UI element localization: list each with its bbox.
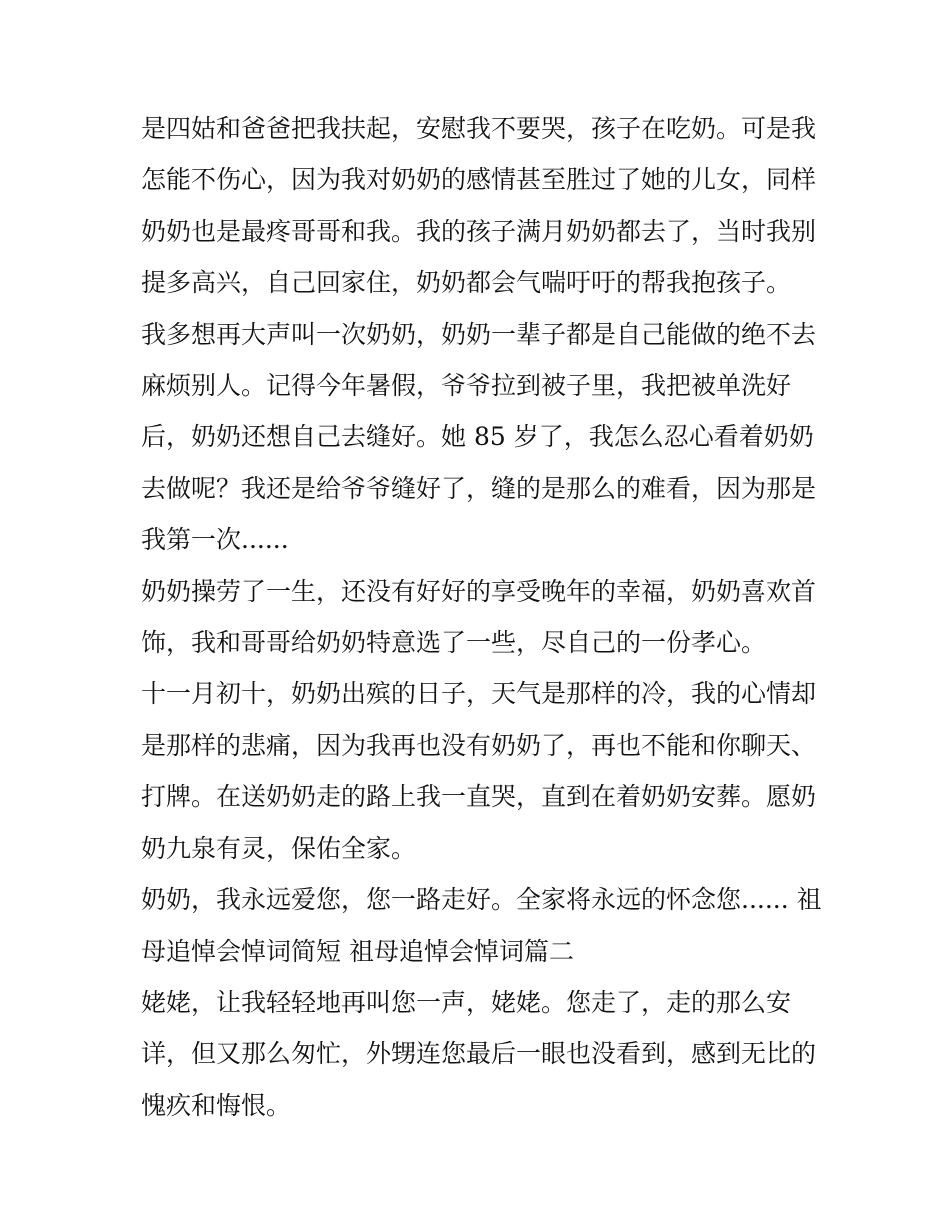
- text-line: 打牌。在送奶奶走的路上我一直哭，直到在着奶奶安葬。愿奶: [141, 782, 817, 812]
- text-line: 去做呢？我还是给爷爷缝好了，缝的是那么的难看，因为那是: [141, 473, 817, 503]
- paragraph-3: [141, 566, 817, 669]
- text-line: 是那样的悲痛，因为我再也没有奶奶了，再也不能和你聊天、: [141, 730, 817, 760]
- text-line: 我多想再大声叫一次奶奶，奶奶一辈子都是自己能做的绝不去: [141, 319, 817, 349]
- paragraph-2: [141, 309, 817, 566]
- paragraph-6: [141, 977, 817, 1131]
- text-line: 提多高兴，自己回家住，奶奶都会气喘吁吁的帮我抱孩子。: [141, 268, 792, 298]
- text-line: 奶奶，我永远爱您，您一路走好。全家将永远的怀念您...... 祖: [141, 885, 822, 915]
- text-line: 奶奶也是最疼哥哥和我。我的孩子满月奶奶都去了，当时我别: [141, 216, 817, 246]
- text-line: 饰，我和哥哥给奶奶特意选了一些，尽自己的一份孝心。: [141, 628, 767, 658]
- text-line: 姥姥，让我轻轻地再叫您一声，姥姥。您走了，走的那么安: [141, 987, 792, 1017]
- text-line: 后，奶奶还想自己去缝好。她 85 岁了，我怎么忍心看着奶奶: [141, 422, 814, 452]
- text-line: 奶奶操劳了一生，还没有好好的享受晚年的幸福，奶奶喜欢首: [141, 576, 817, 606]
- text-line: 奶九泉有灵，保佑全家。: [141, 833, 417, 863]
- text-line: 麻烦别人。记得今年暑假，爷爷拉到被子里，我把被单洗好: [141, 371, 792, 401]
- text-line: 十一月初十，奶奶出殡的日子，天气是那样的冷，我的心情却: [141, 679, 817, 709]
- paragraph-1: [141, 103, 817, 309]
- text-line: 是四姑和爸爸把我扶起，安慰我不要哭，孩子在吃奶。可是我: [141, 114, 817, 143]
- document-body: [141, 103, 822, 1131]
- text-line: 详，但又那么匆忙，外甥连您最后一眼也没看到，感到无比的: [141, 1039, 817, 1069]
- paragraph-5: [141, 874, 822, 977]
- paragraph-4: [141, 668, 817, 874]
- text-line: 我第一次......: [141, 525, 289, 555]
- text-line: 母追悼会悼词简短 祖母追悼会悼词篇二: [141, 936, 574, 966]
- text-line: 愧疚和悔恨。: [141, 1090, 292, 1120]
- text-line: 怎能不伤心，因为我对奶奶的感情甚至胜过了她的儿女，同样: [141, 165, 817, 195]
